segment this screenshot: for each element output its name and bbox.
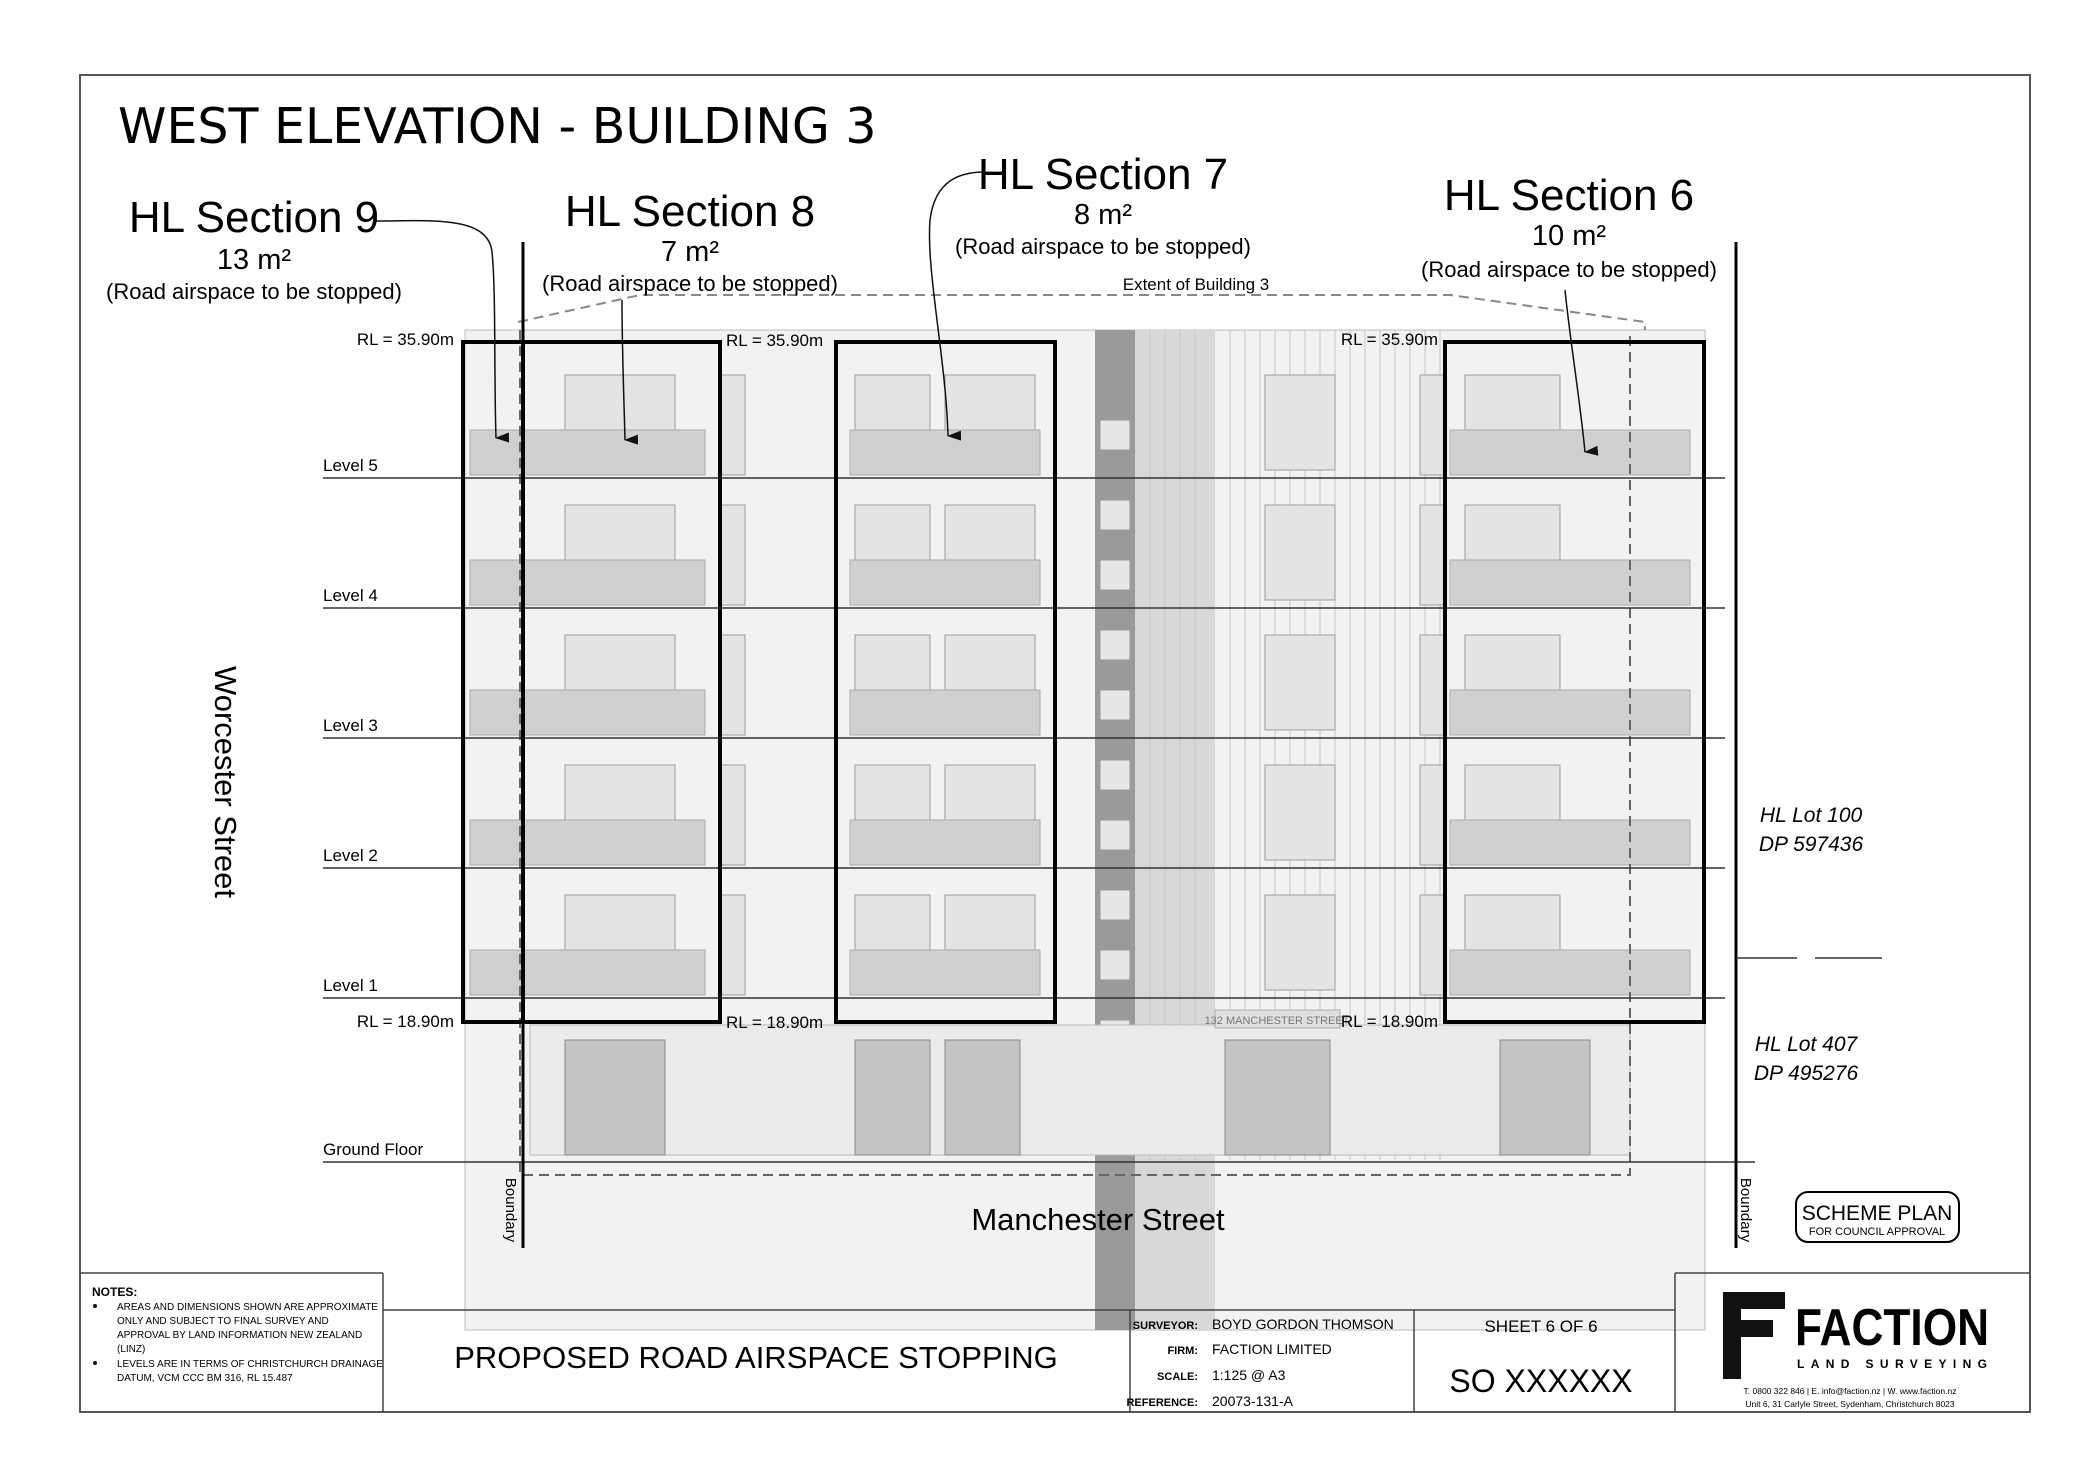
lot-100-line1: HL Lot 100 — [1759, 804, 1863, 827]
worcester-street-label: Worcester Street — [208, 665, 243, 899]
address-line: Unit 6, 31 Carlyle Street, Sydenham, Christchurch 8023 — [1745, 1399, 1955, 1409]
notes-item-1-line-3: APPROVAL BY LAND INFORMATION NEW ZEALAND — [117, 1330, 363, 1341]
scale-label: SCALE: — [1157, 1371, 1198, 1383]
notes-heading: NOTES: — [92, 1285, 138, 1299]
section-9-area: 13 m² — [216, 244, 292, 276]
section-6-name: HL Section 6 — [1443, 171, 1695, 220]
notes-item-2-line-1: LEVELS ARE IN TERMS OF CHRISTCHURCH DRAINAGE — [117, 1359, 383, 1370]
lot-407-line1: HL Lot 407 — [1754, 1033, 1858, 1056]
notes-item-1-line-1: AREAS AND DIMENSIONS SHOWN ARE APPROXIMATE — [117, 1302, 378, 1313]
faction-logo — [1723, 1292, 1989, 1379]
drawing-title: WEST ELEVATION - BUILDING 3 — [118, 98, 877, 155]
section-7-name: HL Section 7 — [977, 150, 1229, 199]
section-8-area: 7 m² — [661, 236, 719, 268]
ground-floor-label: Ground Floor — [323, 1140, 424, 1159]
level-5-label: Level 5 — [323, 456, 378, 475]
surveyor-value: BOYD GORDON THOMSON — [1212, 1316, 1394, 1332]
section-9-note: (Road airspace to be stopped) — [106, 279, 402, 304]
hl-section-9-label — [106, 193, 402, 304]
scheme-plan-title: SCHEME PLAN — [1801, 1202, 1953, 1225]
section-8-name: HL Section 8 — [564, 187, 816, 236]
rl-bottom-right: RL = 18.90m — [1340, 1012, 1438, 1031]
firm-label: FIRM: — [1167, 1345, 1198, 1357]
section-7-note: (Road airspace to be stopped) — [955, 234, 1251, 259]
logo-name: FACTION — [1795, 1299, 1989, 1357]
rl-bottom-left: RL = 18.90m — [356, 1012, 454, 1031]
contact-line: T. 0800 322 846 | E. info@faction.nz | W. www.faction.nz — [1743, 1386, 1957, 1396]
level-4-label: Level 4 — [323, 586, 378, 605]
logo-tagline: LAND SURVEYING — [1797, 1357, 1987, 1371]
reference-label: REFERENCE: — [1126, 1397, 1198, 1409]
hl-section-6-label — [1421, 171, 1717, 282]
manchester-street-label: Manchester Street — [971, 1202, 1225, 1237]
section-6-area: 10 m² — [1531, 220, 1607, 252]
notes-item-1-line-2: ONLY AND SUBJECT TO FINAL SURVEY AND — [117, 1316, 329, 1327]
level-1-label: Level 1 — [323, 976, 378, 995]
plan-number: SO XXXXXX — [1449, 1363, 1633, 1399]
notes-item-1-line-4: (LINZ) — [117, 1344, 146, 1355]
level-2-label: Level 2 — [323, 846, 378, 865]
scheme-plan-subtitle: FOR COUNCIL APPROVAL — [1808, 1226, 1946, 1238]
firm-value: FACTION LIMITED — [1212, 1341, 1332, 1357]
sheet-number: SHEET 6 OF 6 — [1484, 1317, 1598, 1336]
building-sign: 132 MANCHESTER STREET — [1204, 1015, 1350, 1027]
level-3-label: Level 3 — [323, 716, 378, 735]
scale-value: 1:125 @ A3 — [1212, 1367, 1286, 1383]
surveyor-label: SURVEYOR: — [1132, 1320, 1198, 1332]
hl-section-8-label — [542, 187, 838, 296]
hl-section-7-label — [955, 150, 1251, 259]
drawing-title-block: PROPOSED ROAD AIRSPACE STOPPING — [454, 1340, 1058, 1375]
building-elevation — [465, 295, 1705, 1330]
rl-bottom-mid: RL = 18.90m — [726, 1013, 824, 1032]
lot-100-line2: DP 597436 — [1758, 833, 1864, 856]
rl-top-mid: RL = 35.90m — [726, 331, 824, 350]
section-6-note: (Road airspace to be stopped) — [1421, 257, 1717, 282]
rl-top-right: RL = 35.90m — [1340, 330, 1438, 349]
extent-of-building-label: Extent of Building 3 — [1122, 275, 1270, 294]
lot-407-line2: DP 495276 — [1753, 1062, 1859, 1085]
section-8-note: (Road airspace to be stopped) — [542, 271, 838, 296]
left-boundary-label: Boundary — [502, 1177, 519, 1243]
right-boundary-label: Boundary — [1737, 1177, 1754, 1243]
section-7-area: 8 m² — [1074, 199, 1132, 231]
reference-value: 20073-131-A — [1212, 1393, 1293, 1409]
notes-item-2-line-2: DATUM, VCM CCC BM 316, RL 15.487 — [117, 1373, 293, 1384]
rl-top-left: RL = 35.90m — [356, 330, 454, 349]
section-9-name: HL Section 9 — [128, 193, 380, 242]
